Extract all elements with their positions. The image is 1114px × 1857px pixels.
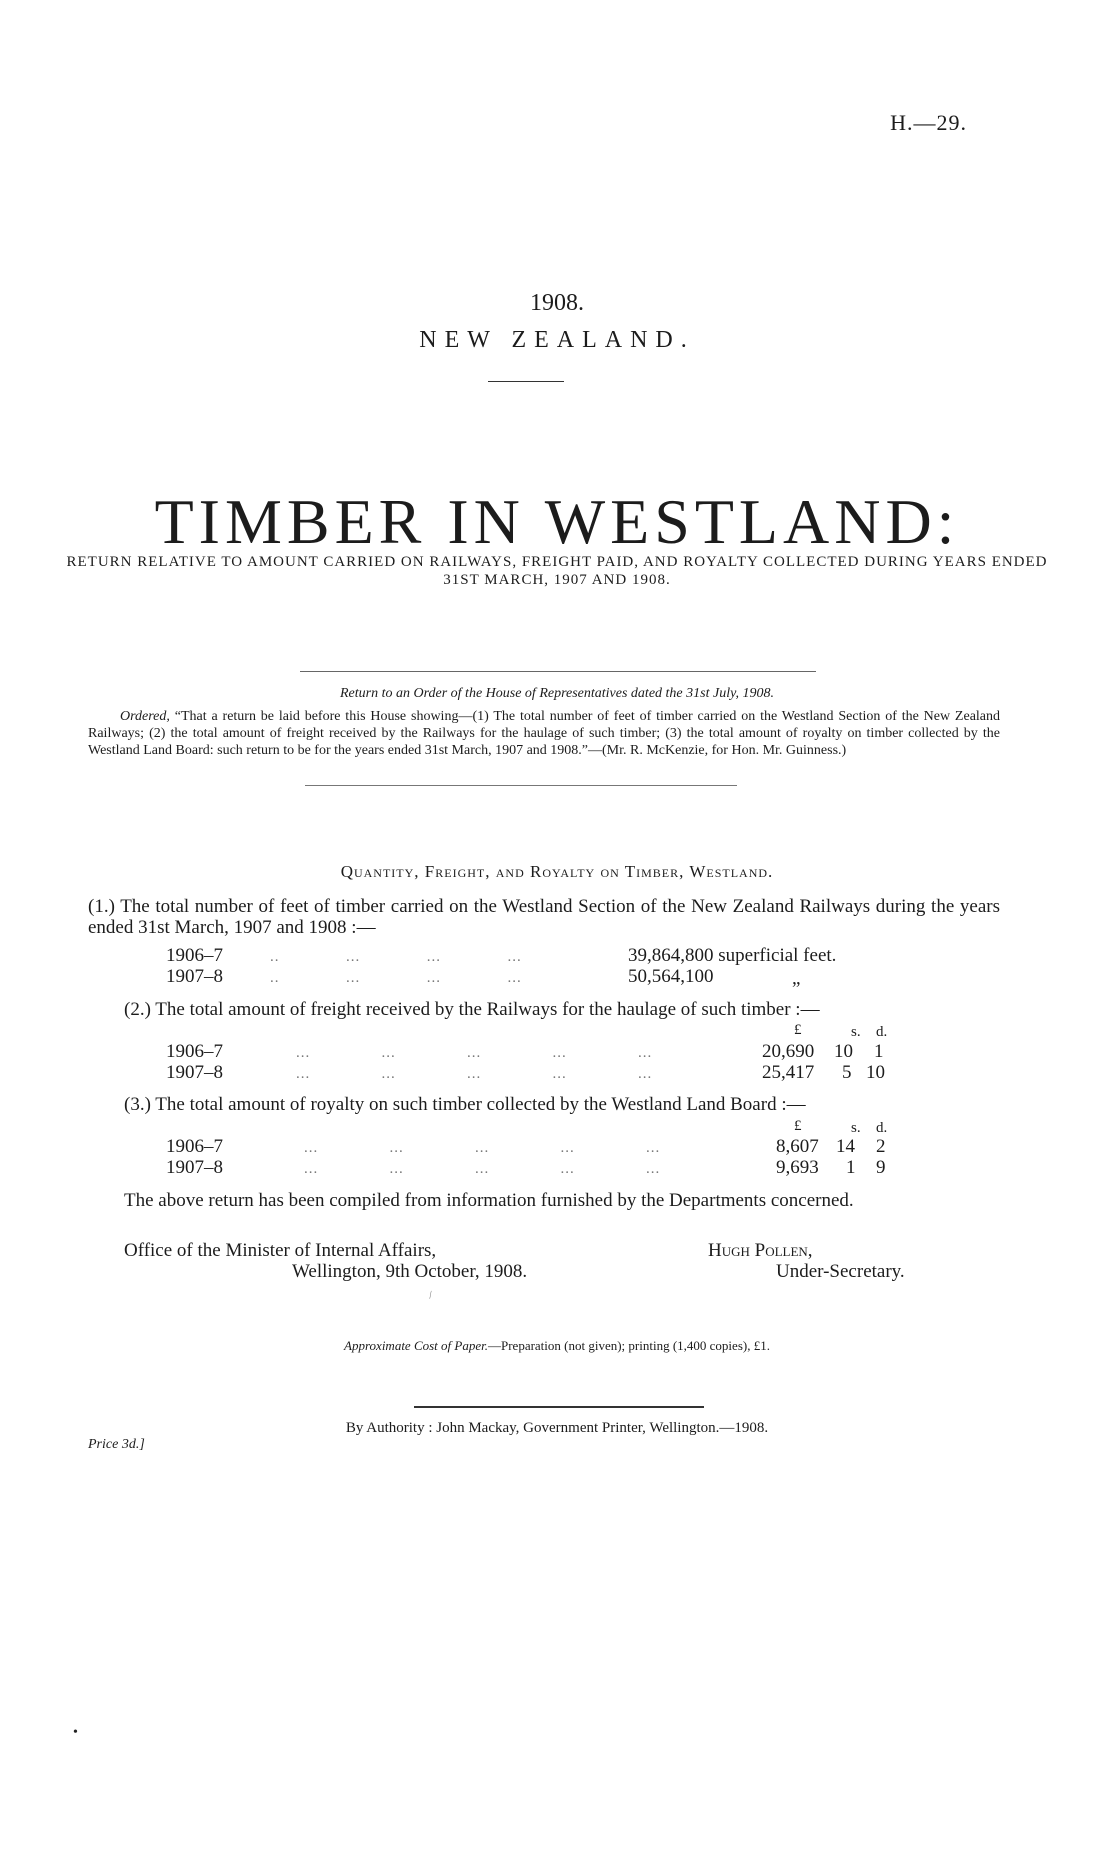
ordered-label: Ordered, xyxy=(120,709,170,724)
divider xyxy=(300,671,816,672)
header-pence: d. xyxy=(876,1120,888,1136)
q2-row-pounds: 25,417 xyxy=(762,1062,815,1083)
document-subtitle: RETURN RELATIVE TO AMOUNT CARRIED ON RAILWAYS, FREIGHT PAID, AND ROYALTY COLLECTED DURING YEARS ENDED 31ST MARCH, 1907 AND 1908. xyxy=(66,554,1048,588)
q3-row-pence: 2 xyxy=(876,1136,886,1157)
cost-text: —Preparation (not given); printing (1,400 copies), £1. xyxy=(487,1338,770,1353)
price: Price 3d.] xyxy=(88,1437,145,1452)
q2-row-pounds: 20,690 xyxy=(762,1041,815,1062)
q2-row-year: 1907–8 xyxy=(166,1062,223,1083)
section-heading: Quantity, Freight, and Royalty on Timber, Westland. xyxy=(340,862,774,881)
q3-row-year: 1906–7 xyxy=(166,1136,223,1157)
divider xyxy=(414,1406,704,1408)
q3-row-pounds: 9,693 xyxy=(776,1157,819,1178)
document-title: TIMBER IN WESTLAND: xyxy=(154,486,960,557)
ink-speck: • xyxy=(73,1725,78,1740)
signature-title: Under-Secretary. xyxy=(776,1261,905,1282)
leader-dots: ... ... ... ... ... xyxy=(296,1045,653,1061)
header-pence: d. xyxy=(876,1024,888,1040)
order-text: “That a return be laid before this House showing—(1) The total number of feet of timber carried on the Westland Section of the New Zealand Railways; (2) the total amount of freight received by the Railways for the haulage of such timber; (3) the total amount of royalty on timber collected by the Westland Land Board: such return to be for the years ended 31st March, 1907 and 1908.”—(Mr. R. McKenzie, for Hon. Mr. Guinness.) xyxy=(88,709,1001,758)
header-pounds: £ xyxy=(794,1118,802,1134)
signature-name: Hugh Pollen, xyxy=(708,1240,813,1261)
closing-paragraph: The above return has been compiled from information furnished by the Departments concerned. xyxy=(124,1190,854,1211)
ink-mark: ⁄ xyxy=(427,1290,434,1301)
printer-authority-text: By Authority : John Mackay, Government Printer, Wellington.—1908. xyxy=(345,1420,769,1436)
leader-dots: .. ... ... ... xyxy=(270,970,522,986)
cost-label: Approximate Cost of Paper. xyxy=(344,1338,488,1353)
q2-row-shillings: 10 xyxy=(834,1041,853,1062)
leader-dots: ... ... ... ... ... xyxy=(304,1140,661,1156)
q1-row-value: 50,564,100 xyxy=(628,966,714,987)
q3-row-pence: 9 xyxy=(876,1157,886,1178)
masthead-country: NEW ZEALAND. xyxy=(419,327,695,353)
divider xyxy=(305,785,737,786)
q2-row-pence: 1 xyxy=(874,1041,884,1062)
header-shillings: s. xyxy=(851,1120,861,1136)
leader-dots: ... ... ... ... ... xyxy=(304,1161,661,1177)
q2-row-year: 1906–7 xyxy=(166,1041,223,1062)
q1-row-year: 1907–8 xyxy=(166,966,223,987)
q2-row-shillings: 5 xyxy=(842,1062,852,1083)
leader-dots: .. ... ... ... xyxy=(270,949,522,965)
q1-row-year: 1906–7 xyxy=(166,945,223,966)
question-3-text: (3.) The total amount of royalty on such timber collected by the Westland Land Board :— xyxy=(124,1094,806,1115)
cost-of-paper xyxy=(0,1338,1114,1354)
header-shillings: s. xyxy=(851,1024,861,1040)
document-reference: H.—29. xyxy=(890,110,967,135)
question-1-text: (1.) The total number of feet of timber carried on the Westland Section of the New Zealand Railways during the years ended 31st March, 1907 and 1908 :— xyxy=(88,896,1000,938)
return-order-line: Return to an Order of the House of Representatives dated the 31st July, 1908. xyxy=(339,686,775,701)
signature-place-date: Wellington, 9th October, 1908. xyxy=(292,1261,528,1282)
q3-row-pounds: 8,607 xyxy=(776,1136,819,1157)
q3-row-shillings: 1 xyxy=(846,1157,856,1178)
masthead-year: 1908. xyxy=(530,290,584,316)
q3-row-shillings: 14 xyxy=(836,1136,855,1157)
ditto-mark: „ xyxy=(792,968,801,989)
divider xyxy=(488,381,564,382)
signature-office: Office of the Minister of Internal Affairs, xyxy=(124,1240,437,1261)
order-paragraph xyxy=(88,708,1000,759)
q2-row-pence: 10 xyxy=(866,1062,885,1083)
q3-row-year: 1907–8 xyxy=(166,1157,223,1178)
leader-dots: ... ... ... ... ... xyxy=(296,1066,653,1082)
question-2-text: (2.) The total amount of freight received by the Railways for the haulage of such timber :— xyxy=(124,999,820,1020)
header-pounds: £ xyxy=(794,1022,802,1038)
printer-authority xyxy=(0,1420,1114,1437)
q1-row-value: 39,864,800 superficial feet. xyxy=(628,945,837,966)
